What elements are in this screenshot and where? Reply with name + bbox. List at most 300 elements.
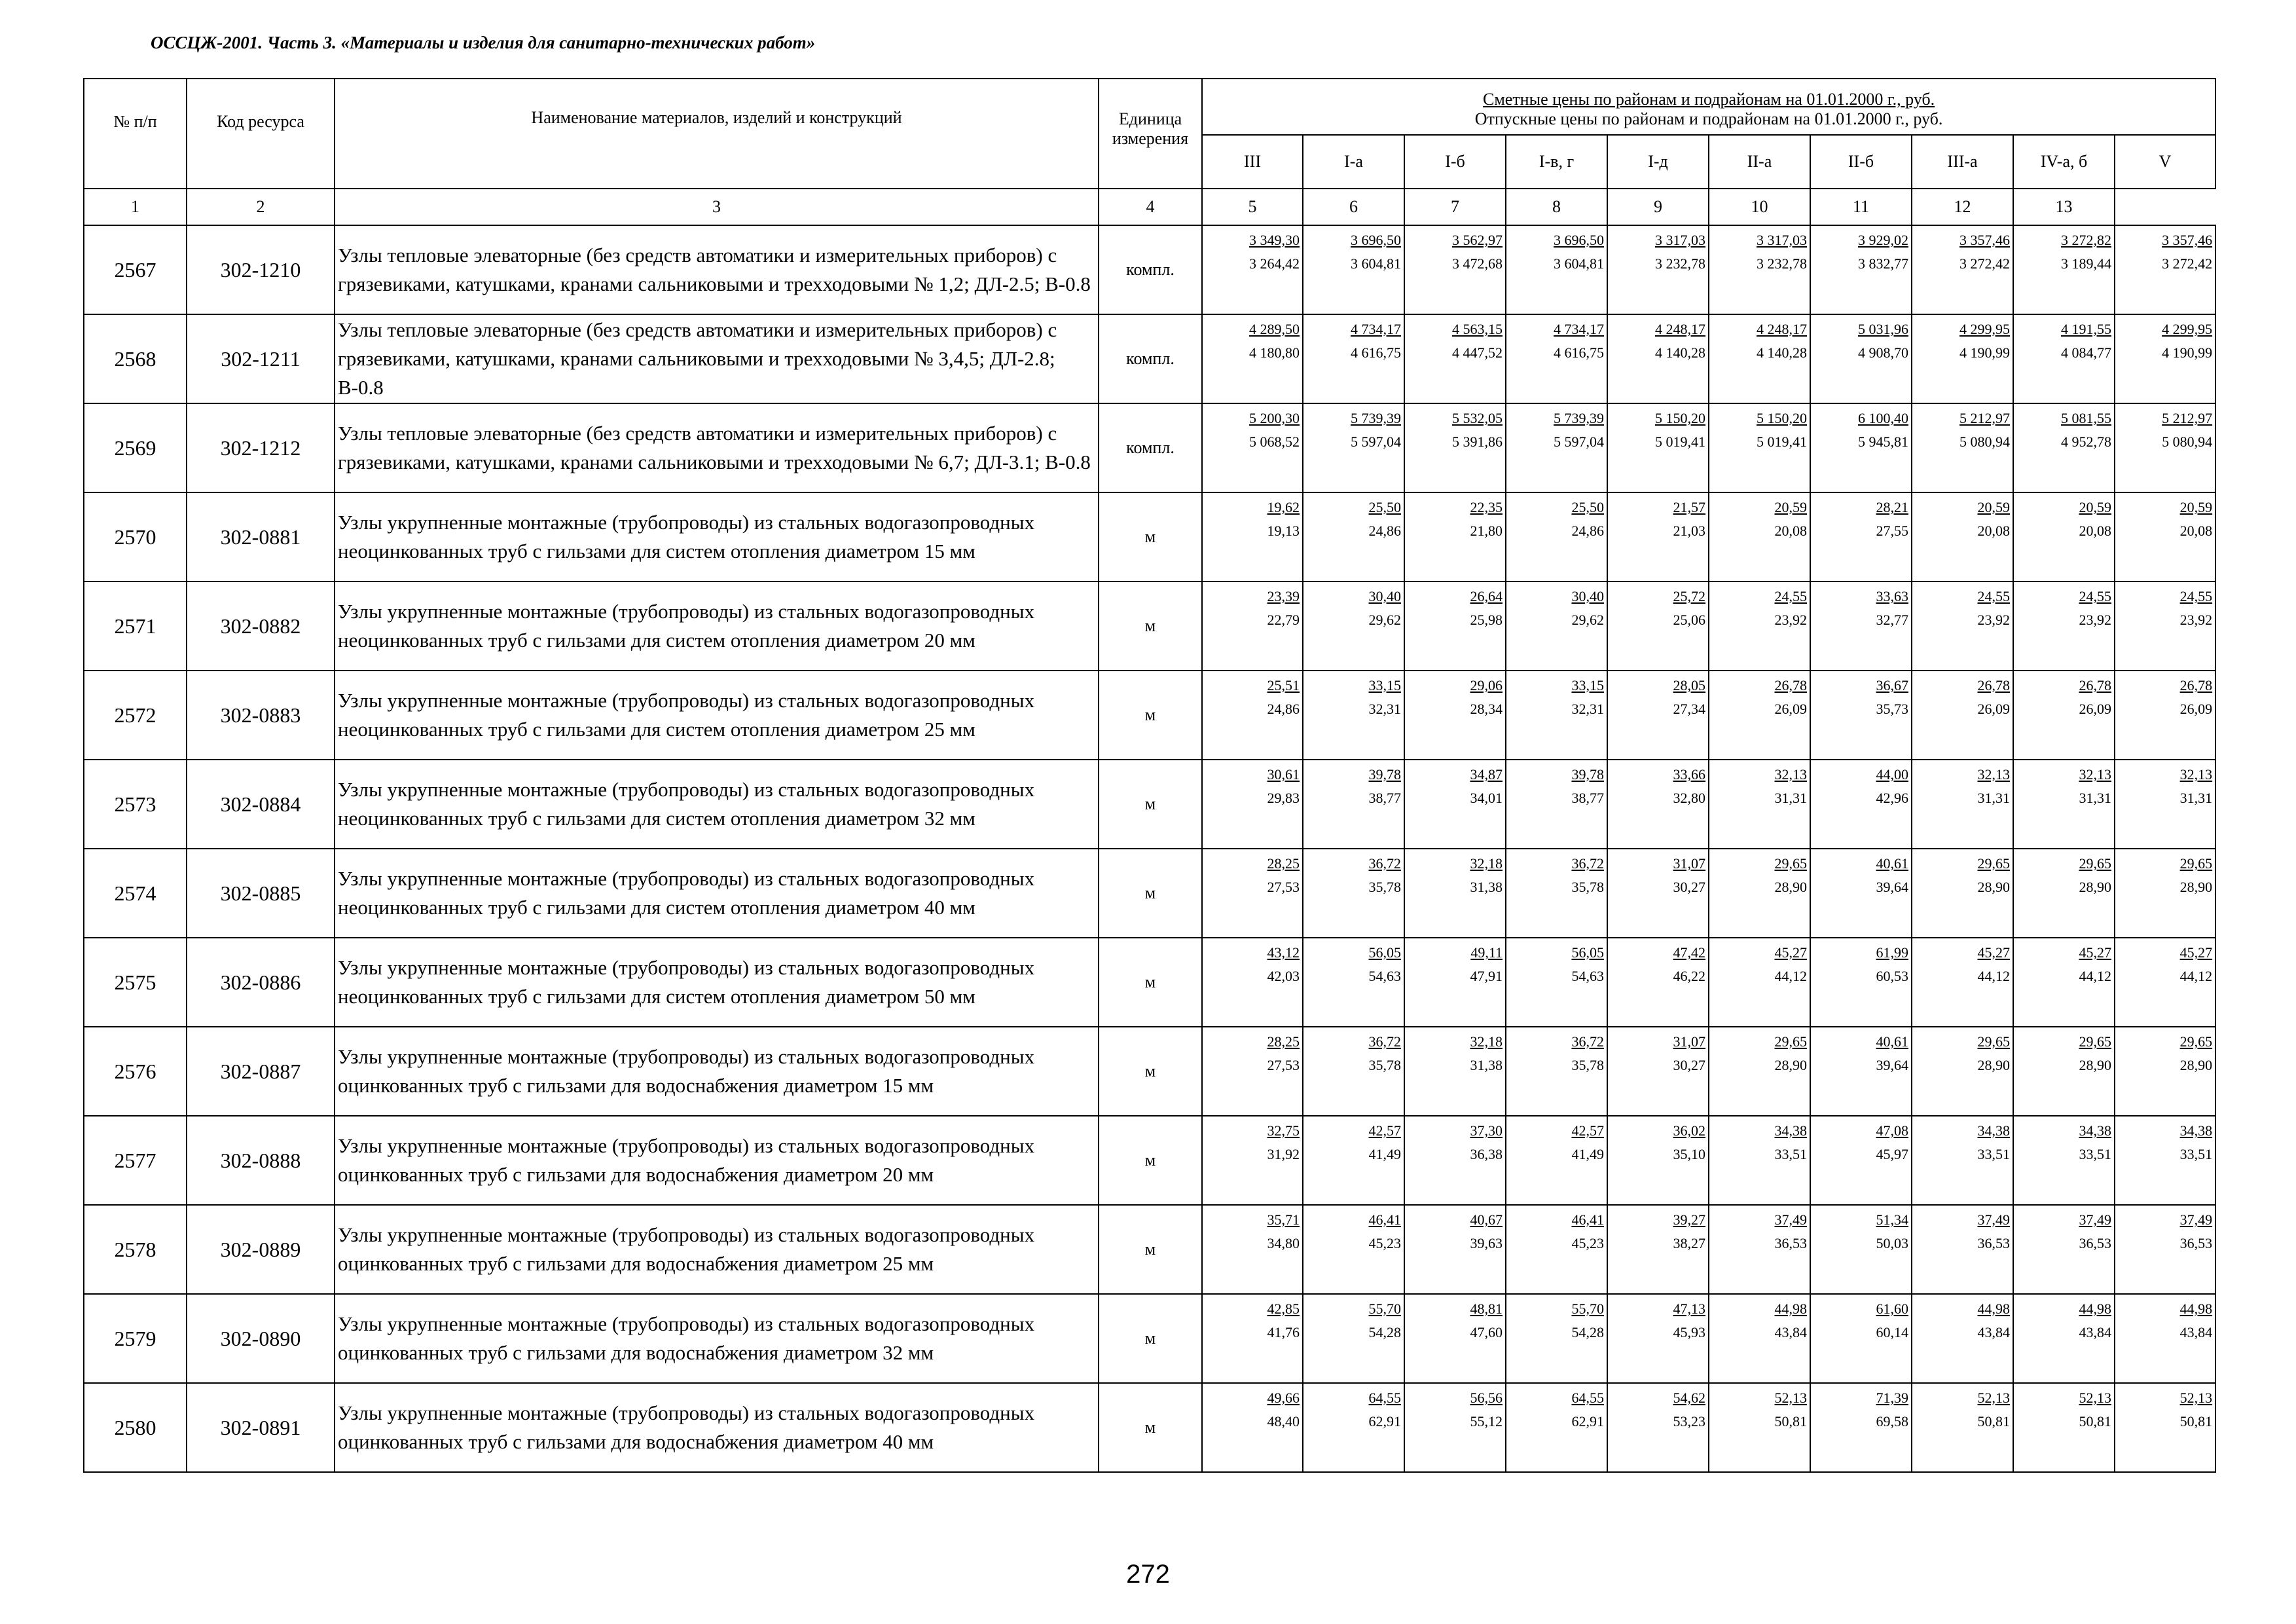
price-cell bbox=[1810, 492, 1912, 581]
estimate-price: 21,57 bbox=[1673, 499, 1705, 515]
estimate-price: 25,50 bbox=[1571, 499, 1604, 515]
estimate-price: 24,55 bbox=[2079, 588, 2111, 604]
estimate-price: 26,64 bbox=[1470, 588, 1503, 604]
column-number: 3 bbox=[335, 189, 1099, 225]
release-price: 19,13 bbox=[1267, 523, 1300, 539]
estimate-price: 44,98 bbox=[2079, 1301, 2111, 1317]
resource-code: 302-0890 bbox=[187, 1294, 335, 1383]
price-cell bbox=[1709, 1116, 1810, 1205]
release-price: 5 945,81 bbox=[1858, 434, 1908, 450]
price-cell bbox=[1404, 1027, 1506, 1116]
region-header: I-б bbox=[1404, 135, 1506, 189]
release-price: 4 447,52 bbox=[1452, 344, 1503, 361]
region-header: V bbox=[2115, 135, 2215, 189]
estimate-price: 3 562,97 bbox=[1452, 232, 1503, 248]
price-cell bbox=[1709, 225, 1810, 314]
release-price: 26,09 bbox=[1774, 701, 1807, 717]
release-price: 20,08 bbox=[2079, 523, 2111, 539]
price-cell bbox=[1303, 225, 1404, 314]
estimate-price: 24,55 bbox=[2179, 588, 2213, 604]
price-cell bbox=[1202, 1383, 1303, 1472]
price-cell bbox=[1607, 849, 1709, 938]
price-cell bbox=[1709, 314, 1810, 403]
release-price: 4 952,78 bbox=[2061, 434, 2111, 450]
release-price: 5 019,41 bbox=[1655, 434, 1705, 450]
price-cell bbox=[1404, 760, 1506, 849]
row-number: 2569 bbox=[84, 403, 187, 492]
release-price: 5 080,94 bbox=[2162, 434, 2213, 450]
price-cell bbox=[1202, 1205, 1303, 1294]
release-price: 20,08 bbox=[2179, 523, 2213, 539]
price-cell bbox=[2013, 1116, 2115, 1205]
estimate-price: 44,98 bbox=[2179, 1301, 2213, 1317]
price-cell bbox=[1404, 492, 1506, 581]
column-number: 8 bbox=[1506, 189, 1607, 225]
unit-cell: компл. bbox=[1099, 314, 1202, 403]
release-price: 5 019,41 bbox=[1757, 434, 1807, 450]
estimate-price: 47,08 bbox=[1876, 1122, 1908, 1139]
estimate-price: 5 739,39 bbox=[1554, 410, 1604, 426]
release-price: 29,62 bbox=[1571, 612, 1604, 628]
estimate-price: 30,61 bbox=[1267, 766, 1300, 783]
column-numbers-row bbox=[84, 189, 2215, 225]
resource-code: 302-0889 bbox=[187, 1205, 335, 1294]
release-price: 44,12 bbox=[1774, 968, 1807, 984]
release-price: 47,91 bbox=[1470, 968, 1503, 984]
price-cell bbox=[1810, 1205, 1912, 1294]
release-price: 5 391,86 bbox=[1452, 434, 1503, 450]
region-header: III bbox=[1202, 135, 1303, 189]
release-price: 21,80 bbox=[1470, 523, 1503, 539]
estimate-price: 5 532,05 bbox=[1452, 410, 1503, 426]
release-price: 3 272,42 bbox=[2162, 255, 2213, 272]
release-price: 3 604,81 bbox=[1554, 255, 1604, 272]
item-name: Узлы укрупненные монтажные (трубопроводы) из стальных водогазопроводных оцинкованных труб с гильзами для водоснабжения диаметром 15 мм bbox=[335, 1027, 1099, 1116]
estimate-price: 32,18 bbox=[1470, 1033, 1503, 1050]
release-price: 31,38 bbox=[1470, 879, 1503, 895]
release-price: 47,60 bbox=[1470, 1324, 1503, 1340]
table-row bbox=[84, 492, 2215, 581]
col-header-unit: Единица измерения bbox=[1099, 79, 1202, 189]
estimate-price: 19,62 bbox=[1267, 499, 1300, 515]
price-cell bbox=[1303, 849, 1404, 938]
release-price: 28,90 bbox=[1774, 879, 1807, 895]
table-row bbox=[84, 225, 2215, 314]
release-price: 32,77 bbox=[1876, 612, 1908, 628]
column-number: 1 bbox=[84, 189, 187, 225]
resource-code: 302-0883 bbox=[187, 671, 335, 760]
estimate-price: 23,39 bbox=[1267, 588, 1300, 604]
resource-code: 302-1211 bbox=[187, 314, 335, 403]
price-cell bbox=[1404, 314, 1506, 403]
estimate-price: 37,49 bbox=[1977, 1211, 2010, 1228]
release-price: 32,31 bbox=[1571, 701, 1604, 717]
release-price: 29,62 bbox=[1368, 612, 1401, 628]
release-price: 5 068,52 bbox=[1249, 434, 1300, 450]
price-cell bbox=[2115, 403, 2215, 492]
estimate-price: 44,98 bbox=[1977, 1301, 2010, 1317]
estimate-price: 42,85 bbox=[1267, 1301, 1300, 1317]
item-name: Узлы укрупненные монтажные (трубопроводы) из стальных водогазопроводных неоцинкованных труб с гильзами для систем отопления диаметром 25 мм bbox=[335, 671, 1099, 760]
estimate-price: 56,05 bbox=[1368, 944, 1401, 961]
estimate-price: 71,39 bbox=[1876, 1390, 1908, 1406]
price-cell bbox=[2013, 1383, 2115, 1472]
release-price: 4 180,80 bbox=[1249, 344, 1300, 361]
estimate-price: 5 212,97 bbox=[2162, 410, 2213, 426]
estimate-price: 33,63 bbox=[1876, 588, 1908, 604]
release-price: 43,84 bbox=[1774, 1324, 1807, 1340]
price-cell bbox=[1810, 1116, 1912, 1205]
price-cell bbox=[1607, 1294, 1709, 1383]
release-price: 33,51 bbox=[2079, 1146, 2111, 1162]
release-price: 36,53 bbox=[2079, 1235, 2111, 1251]
release-price: 3 272,42 bbox=[1959, 255, 2010, 272]
price-cell bbox=[1404, 225, 1506, 314]
release-price: 24,86 bbox=[1267, 701, 1300, 717]
price-cell bbox=[1607, 1027, 1709, 1116]
release-price: 54,63 bbox=[1368, 968, 1401, 984]
estimate-price: 32,18 bbox=[1470, 855, 1503, 872]
resource-code: 302-0891 bbox=[187, 1383, 335, 1472]
estimate-price: 37,49 bbox=[2179, 1211, 2213, 1228]
column-number: 13 bbox=[2013, 189, 2115, 225]
estimate-price: 34,38 bbox=[2179, 1122, 2213, 1139]
price-cell bbox=[1709, 760, 1810, 849]
price-cell bbox=[1607, 1383, 1709, 1472]
resource-code: 302-0887 bbox=[187, 1027, 335, 1116]
region-header: I-д bbox=[1607, 135, 1709, 189]
release-price: 28,34 bbox=[1470, 701, 1503, 717]
estimate-price: 26,78 bbox=[2179, 677, 2213, 693]
price-cell bbox=[1810, 1383, 1912, 1472]
estimate-price: 22,35 bbox=[1470, 499, 1503, 515]
estimate-price: 45,27 bbox=[2179, 944, 2213, 961]
release-price: 23,92 bbox=[1977, 612, 2010, 628]
release-price: 54,28 bbox=[1368, 1324, 1401, 1340]
price-cell bbox=[1404, 938, 1506, 1027]
estimate-price: 4 734,17 bbox=[1554, 321, 1604, 337]
estimate-price: 4 734,17 bbox=[1351, 321, 1401, 337]
price-cell bbox=[1810, 403, 1912, 492]
estimate-price: 45,27 bbox=[2079, 944, 2111, 961]
estimate-price: 37,49 bbox=[1774, 1211, 1807, 1228]
price-cell bbox=[2013, 1294, 2115, 1383]
row-number: 2568 bbox=[84, 314, 187, 403]
release-price: 5 597,04 bbox=[1554, 434, 1604, 450]
release-price: 36,38 bbox=[1470, 1146, 1503, 1162]
row-number: 2575 bbox=[84, 938, 187, 1027]
item-name: Узлы укрупненные монтажные (трубопроводы) из стальных водогазопроводных неоцинкованных труб с гильзами для систем отопления диаметром 50 мм bbox=[335, 938, 1099, 1027]
table-row bbox=[84, 1205, 2215, 1294]
table-row bbox=[84, 314, 2215, 403]
price-cell bbox=[1912, 1116, 2013, 1205]
release-price: 29,83 bbox=[1267, 790, 1300, 806]
price-cell bbox=[1202, 1027, 1303, 1116]
estimate-price: 39,78 bbox=[1571, 766, 1604, 783]
price-cell bbox=[2013, 671, 2115, 760]
price-cell bbox=[1303, 1205, 1404, 1294]
price-cell bbox=[2115, 1383, 2215, 1472]
price-cell bbox=[1506, 581, 1607, 671]
resource-code: 302-0886 bbox=[187, 938, 335, 1027]
estimate-price: 44,00 bbox=[1876, 766, 1908, 783]
estimate-price: 37,49 bbox=[2079, 1211, 2111, 1228]
prices-caption-release: Отпускные цены по районам и подрайонам на 01.01.2000 г., руб. bbox=[1474, 109, 1943, 128]
release-price: 31,31 bbox=[2079, 790, 2111, 806]
resource-code: 302-0888 bbox=[187, 1116, 335, 1205]
page-number: 272 bbox=[1126, 1560, 1170, 1589]
price-cell bbox=[1202, 314, 1303, 403]
column-number: 9 bbox=[1607, 189, 1709, 225]
price-cell bbox=[1912, 671, 2013, 760]
item-name: Узлы тепловые элеваторные (без средств автоматики и измерительных приборов) с грязевиками, катушками, кранами сальниковыми и трехходовыми № 3,4,5; ДЛ-2.8; В-0.8 bbox=[335, 314, 1099, 403]
price-cell bbox=[2115, 1205, 2215, 1294]
estimate-price: 55,70 bbox=[1571, 1301, 1604, 1317]
price-cell bbox=[1506, 1116, 1607, 1205]
region-header: II-б bbox=[1810, 135, 1912, 189]
item-name: Узлы тепловые элеваторные (без средств автоматики и измерительных приборов) с грязевиками, катушками, кранами сальниковыми и трехходовыми № 6,7; ДЛ-3.1; В-0.8 bbox=[335, 403, 1099, 492]
price-cell bbox=[1607, 760, 1709, 849]
price-cell bbox=[1810, 671, 1912, 760]
estimate-price: 45,27 bbox=[1977, 944, 2010, 961]
estimate-price: 3 696,50 bbox=[1351, 232, 1401, 248]
release-price: 3 189,44 bbox=[2061, 255, 2111, 272]
prices-caption-estimate: Сметные цены по районам и подрайонам на 01.01.2000 г., руб. bbox=[1482, 90, 1935, 109]
region-header: I-а bbox=[1303, 135, 1404, 189]
column-number: 10 bbox=[1709, 189, 1810, 225]
table-row bbox=[84, 1027, 2215, 1116]
unit-cell: компл. bbox=[1099, 225, 1202, 314]
release-price: 43,84 bbox=[2079, 1324, 2111, 1340]
price-cell bbox=[1506, 938, 1607, 1027]
price-cell bbox=[1709, 1383, 1810, 1472]
price-cell bbox=[1202, 1294, 1303, 1383]
estimate-price: 29,65 bbox=[2179, 855, 2213, 872]
release-price: 23,92 bbox=[2179, 612, 2213, 628]
resource-code: 302-0882 bbox=[187, 581, 335, 671]
resource-code: 302-1210 bbox=[187, 225, 335, 314]
release-price: 35,10 bbox=[1673, 1146, 1705, 1162]
price-cell bbox=[1709, 492, 1810, 581]
estimate-price: 20,59 bbox=[1774, 499, 1807, 515]
unit-cell: м bbox=[1099, 492, 1202, 581]
table-row bbox=[84, 1116, 2215, 1205]
release-price: 4 190,99 bbox=[2162, 344, 2213, 361]
price-cell bbox=[2115, 492, 2215, 581]
price-cell bbox=[1202, 849, 1303, 938]
estimate-price: 32,13 bbox=[2079, 766, 2111, 783]
estimate-price: 64,55 bbox=[1571, 1390, 1604, 1406]
release-price: 39,63 bbox=[1470, 1235, 1503, 1251]
price-cell bbox=[2115, 760, 2215, 849]
estimate-price: 34,87 bbox=[1470, 766, 1503, 783]
estimate-price: 49,66 bbox=[1267, 1390, 1300, 1406]
unit-cell: м bbox=[1099, 1116, 1202, 1205]
estimate-price: 61,99 bbox=[1876, 944, 1908, 961]
release-price: 53,23 bbox=[1673, 1413, 1705, 1430]
estimate-price: 29,65 bbox=[2079, 855, 2111, 872]
estimate-price: 33,15 bbox=[1571, 677, 1604, 693]
release-price: 28,90 bbox=[2179, 879, 2213, 895]
price-cell bbox=[1404, 1205, 1506, 1294]
estimate-price: 35,71 bbox=[1267, 1211, 1300, 1228]
release-price: 35,78 bbox=[1571, 1057, 1604, 1073]
price-cell bbox=[1709, 1027, 1810, 1116]
table-row bbox=[84, 403, 2215, 492]
price-cell bbox=[1202, 1116, 1303, 1205]
estimate-price: 3 317,03 bbox=[1655, 232, 1705, 248]
estimate-price: 4 248,17 bbox=[1757, 321, 1807, 337]
table-row bbox=[84, 760, 2215, 849]
estimate-price: 42,57 bbox=[1368, 1122, 1401, 1139]
release-price: 39,64 bbox=[1876, 879, 1908, 895]
release-price: 44,12 bbox=[2179, 968, 2213, 984]
price-cell bbox=[2115, 314, 2215, 403]
unit-cell: м bbox=[1099, 1205, 1202, 1294]
price-cell bbox=[1912, 581, 2013, 671]
table-row bbox=[84, 849, 2215, 938]
release-price: 3 472,68 bbox=[1452, 255, 1503, 272]
estimate-price: 48,81 bbox=[1470, 1301, 1503, 1317]
estimate-price: 56,05 bbox=[1571, 944, 1604, 961]
estimate-price: 3 317,03 bbox=[1757, 232, 1807, 248]
estimate-price: 34,38 bbox=[1977, 1122, 2010, 1139]
price-cell bbox=[1912, 403, 2013, 492]
release-price: 21,03 bbox=[1673, 523, 1705, 539]
price-cell bbox=[2115, 849, 2215, 938]
estimate-price: 36,72 bbox=[1571, 855, 1604, 872]
release-price: 20,08 bbox=[1977, 523, 2010, 539]
release-price: 35,73 bbox=[1876, 701, 1908, 717]
price-cell bbox=[1607, 938, 1709, 1027]
release-price: 27,55 bbox=[1876, 523, 1908, 539]
release-price: 39,64 bbox=[1876, 1057, 1908, 1073]
release-price: 36,53 bbox=[2179, 1235, 2213, 1251]
price-cell bbox=[2013, 938, 2115, 1027]
release-price: 42,03 bbox=[1267, 968, 1300, 984]
estimate-price: 24,55 bbox=[1977, 588, 2010, 604]
release-price: 30,27 bbox=[1673, 1057, 1705, 1073]
price-cell bbox=[1709, 1205, 1810, 1294]
unit-cell: м bbox=[1099, 938, 1202, 1027]
row-number: 2572 bbox=[84, 671, 187, 760]
row-number: 2580 bbox=[84, 1383, 187, 1472]
item-name: Узлы укрупненные монтажные (трубопроводы) из стальных водогазопроводных неоцинкованных труб с гильзами для систем отопления диаметром 32 мм bbox=[335, 760, 1099, 849]
item-name: Узлы укрупненные монтажные (трубопроводы) из стальных водогазопроводных неоцинкованных труб с гильзами для систем отопления диаметром 20 мм bbox=[335, 581, 1099, 671]
estimate-price: 32,75 bbox=[1267, 1122, 1300, 1139]
estimate-price: 52,13 bbox=[1774, 1390, 1807, 1406]
row-number: 2567 bbox=[84, 225, 187, 314]
release-price: 50,81 bbox=[1774, 1413, 1807, 1430]
release-price: 45,93 bbox=[1673, 1324, 1705, 1340]
price-cell bbox=[1810, 1027, 1912, 1116]
estimate-price: 32,13 bbox=[2179, 766, 2213, 783]
estimate-price: 32,13 bbox=[1774, 766, 1807, 783]
estimate-price: 61,60 bbox=[1876, 1301, 1908, 1317]
estimate-price: 6 100,40 bbox=[1858, 410, 1908, 426]
price-cell bbox=[1810, 938, 1912, 1027]
estimate-price: 40,61 bbox=[1876, 1033, 1908, 1050]
price-table bbox=[83, 78, 2216, 1473]
release-price: 45,23 bbox=[1368, 1235, 1401, 1251]
estimate-price: 52,13 bbox=[1977, 1390, 2010, 1406]
unit-cell: компл. bbox=[1099, 403, 1202, 492]
release-price: 50,81 bbox=[2179, 1413, 2213, 1430]
price-cell bbox=[1912, 314, 2013, 403]
price-cell bbox=[1506, 760, 1607, 849]
estimate-price: 29,65 bbox=[1977, 855, 2010, 872]
estimate-price: 56,56 bbox=[1470, 1390, 1503, 1406]
release-price: 3 232,78 bbox=[1655, 255, 1705, 272]
estimate-price: 36,72 bbox=[1368, 855, 1401, 872]
price-cell bbox=[1303, 671, 1404, 760]
release-price: 50,81 bbox=[1977, 1413, 2010, 1430]
price-cell bbox=[1912, 1294, 2013, 1383]
release-price: 44,12 bbox=[2079, 968, 2111, 984]
table-row bbox=[84, 938, 2215, 1027]
estimate-price: 20,59 bbox=[2179, 499, 2213, 515]
estimate-price: 26,78 bbox=[1774, 677, 1807, 693]
release-price: 35,78 bbox=[1368, 1057, 1401, 1073]
release-price: 28,90 bbox=[2079, 879, 2111, 895]
price-cell bbox=[1607, 581, 1709, 671]
estimate-price: 5 212,97 bbox=[1959, 410, 2010, 426]
release-price: 27,53 bbox=[1267, 879, 1300, 895]
release-price: 31,92 bbox=[1267, 1146, 1300, 1162]
release-price: 26,09 bbox=[2079, 701, 2111, 717]
price-cell bbox=[2115, 225, 2215, 314]
release-price: 24,86 bbox=[1368, 523, 1401, 539]
unit-cell: м bbox=[1099, 671, 1202, 760]
price-cell bbox=[1506, 1027, 1607, 1116]
estimate-price: 43,12 bbox=[1267, 944, 1300, 961]
price-cell bbox=[1912, 938, 2013, 1027]
release-price: 35,78 bbox=[1571, 879, 1604, 895]
release-price: 4 616,75 bbox=[1351, 344, 1401, 361]
column-number: 4 bbox=[1099, 189, 1202, 225]
estimate-price: 45,27 bbox=[1774, 944, 1807, 961]
price-cell bbox=[2013, 1027, 2115, 1116]
price-cell bbox=[1202, 760, 1303, 849]
release-price: 31,31 bbox=[1774, 790, 1807, 806]
price-cell bbox=[1810, 225, 1912, 314]
release-price: 36,53 bbox=[1774, 1235, 1807, 1251]
release-price: 4 084,77 bbox=[2061, 344, 2111, 361]
price-cell bbox=[1506, 492, 1607, 581]
price-cell bbox=[1912, 225, 2013, 314]
price-cell bbox=[1709, 403, 1810, 492]
release-price: 62,91 bbox=[1571, 1413, 1604, 1430]
price-cell bbox=[1404, 671, 1506, 760]
release-price: 3 832,77 bbox=[1858, 255, 1908, 272]
table-row bbox=[84, 671, 2215, 760]
column-number: 7 bbox=[1404, 189, 1506, 225]
estimate-price: 5 200,30 bbox=[1249, 410, 1300, 426]
item-name: Узлы укрупненные монтажные (трубопроводы) из стальных водогазопроводных оцинкованных труб с гильзами для водоснабжения диаметром 40 мм bbox=[335, 1383, 1099, 1472]
estimate-price: 52,13 bbox=[2179, 1390, 2213, 1406]
release-price: 3 264,42 bbox=[1249, 255, 1300, 272]
price-cell bbox=[1303, 581, 1404, 671]
row-number: 2570 bbox=[84, 492, 187, 581]
estimate-price: 29,65 bbox=[1774, 855, 1807, 872]
estimate-price: 4 248,17 bbox=[1655, 321, 1705, 337]
release-price: 20,08 bbox=[1774, 523, 1807, 539]
table-body bbox=[84, 225, 2215, 1472]
release-price: 50,81 bbox=[2079, 1413, 2111, 1430]
estimate-price: 20,59 bbox=[1977, 499, 2010, 515]
price-cell bbox=[1810, 1294, 1912, 1383]
release-price: 33,51 bbox=[2179, 1146, 2213, 1162]
